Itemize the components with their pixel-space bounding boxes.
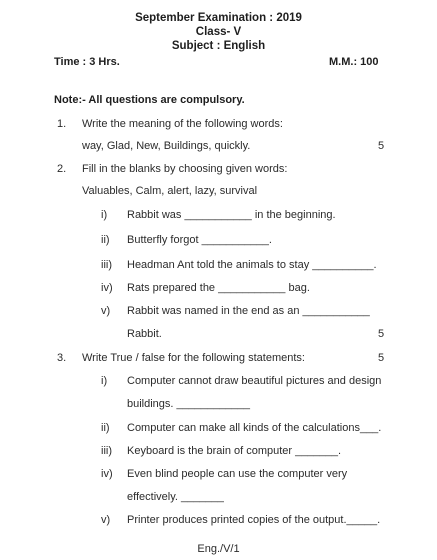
q2-text: Fill in the blanks by choosing given words:: [82, 163, 288, 175]
q3-text: Write True / false for the following statements:: [82, 352, 305, 364]
q3-item-3-number: iii): [101, 445, 112, 457]
q2-item-1-number: i): [101, 209, 108, 221]
q2-item-1-text: Rabbit was ___________ in the beginning.: [127, 209, 336, 221]
q3-item-1-number: i): [101, 375, 108, 387]
class-label: Class- V: [195, 26, 242, 38]
time-label: Time : 3 Hrs.: [54, 56, 120, 68]
q2-item-3-number: iii): [101, 259, 112, 271]
q3-item-1-text: Computer cannot draw beautiful pictures and design: [127, 375, 382, 387]
q1-words: way, Glad, New, Buildings, quickly.: [82, 140, 251, 152]
q2-item-3-text: Headman Ant told the animals to stay __________.: [127, 259, 377, 271]
q3-item-2-text: Computer can make all kinds of the calculations___.: [127, 422, 382, 434]
subject-label: Subject : English: [171, 40, 266, 52]
q2-item-5-continuation: Rabbit.: [127, 328, 162, 340]
max-marks-label: M.M.: 100: [329, 56, 379, 68]
q3-marks: 5: [378, 352, 385, 364]
q2-words: Valuables, Calm, alert, lazy, survival: [82, 185, 258, 197]
q1-number: 1.: [57, 118, 67, 130]
q3-item-5-text: Printer produces printed copies of the output._____.: [127, 514, 381, 526]
q3-item-2-number: ii): [101, 422, 110, 434]
q2-item-2-text: Butterfly forgot ___________.: [127, 234, 272, 246]
q2-item-4-text: Rats prepared the ___________ bag.: [127, 282, 310, 294]
q1-marks: 5: [378, 140, 385, 152]
q2-number: 2.: [57, 163, 67, 175]
note-text: Note:- All questions are compulsory.: [54, 94, 245, 106]
q2-item-5-text: Rabbit was named in the end as an ___________: [127, 305, 370, 317]
q3-number: 3.: [57, 352, 67, 364]
q2-item-5-number: v): [101, 305, 111, 317]
exam-title: September Examination : 2019: [135, 12, 302, 24]
q3-item-4-continuation: effectively. _______: [127, 491, 224, 503]
q2-item-2-number: ii): [101, 234, 110, 246]
q3-item-3-text: Keyboard is the brain of computer _______.: [127, 445, 342, 457]
q3-item-5-number: v): [101, 514, 111, 526]
page-footer: Eng./V/1: [197, 543, 240, 555]
q3-item-1-continuation: buildings. ____________: [127, 398, 250, 410]
q3-item-4-text: Even blind people can use the computer very: [127, 468, 348, 480]
q2-marks: 5: [378, 328, 385, 340]
q1-text: Write the meaning of the following words:: [82, 118, 283, 130]
q2-item-4-number: iv): [101, 282, 113, 294]
q3-item-4-number: iv): [101, 468, 113, 480]
